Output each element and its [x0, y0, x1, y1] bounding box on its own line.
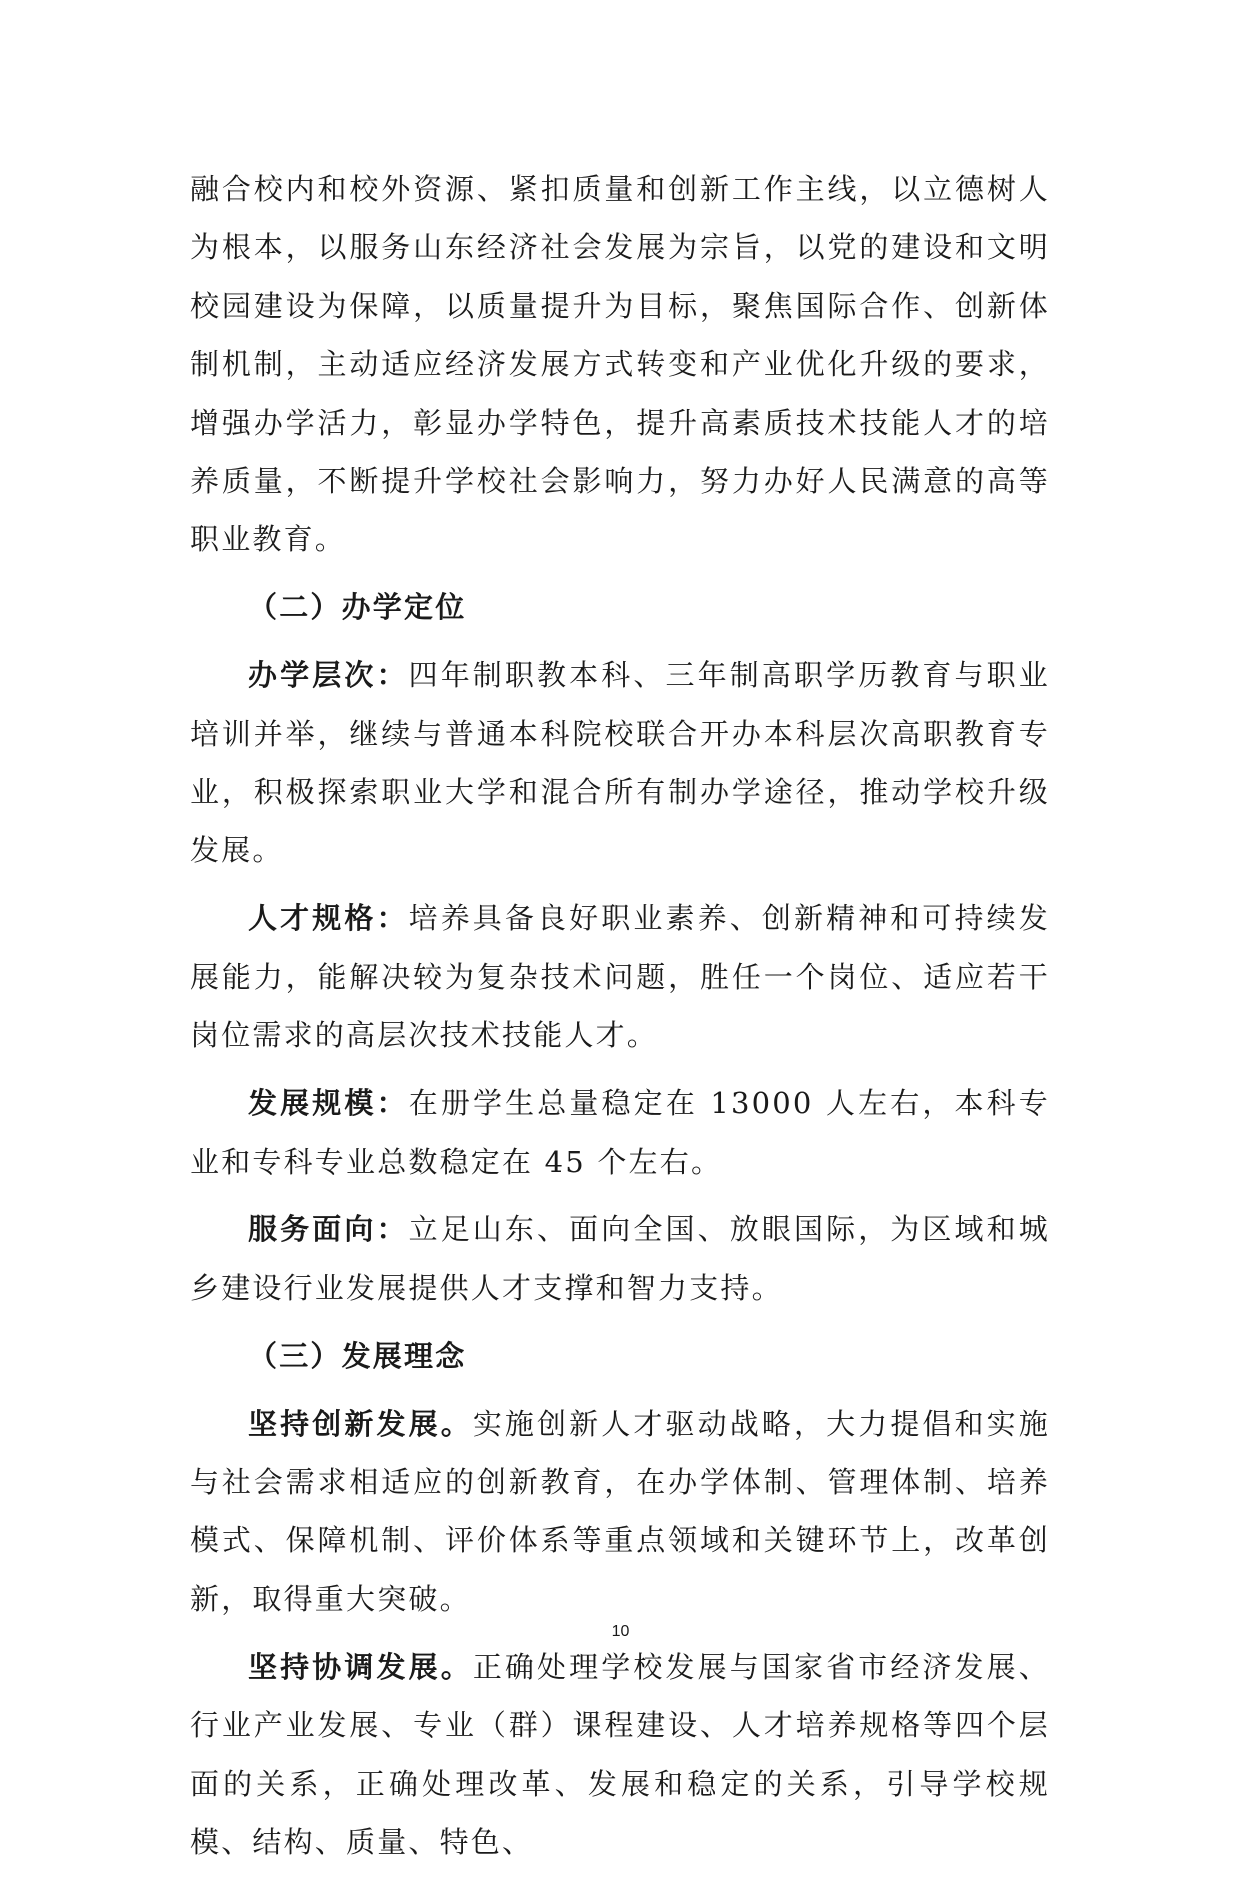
paragraph-scale: [190, 1074, 1050, 1191]
paragraph-coordination: [190, 1638, 1050, 1872]
paragraph-lead: 办学层次：: [248, 658, 409, 693]
paragraph-lead: 服务面向：: [248, 1212, 409, 1247]
paragraph-text: 实施创新人才驱动战略，大力提倡和实施与社会需求相适应的创新教育，在办学体制、管理体制、培养模式、保障机制、评价体系等重点领域和关键环节上，改革创新，取得重大突破。: [190, 1406, 1050, 1616]
paragraph-text: 正确处理学校发展与国家省市经济发展、行业产业发展、专业（群）课程建设、人才培养规格等四个层面的关系，正确处理改革、发展和稳定的关系，引导学校规模、结构、质量、特色、: [190, 1649, 1050, 1859]
paragraph-talent-spec: [190, 889, 1050, 1064]
section-heading-positioning: （二）办学定位: [248, 590, 467, 625]
paragraph-lead: 发展规模：: [248, 1086, 409, 1121]
paragraph-lead: 坚持创新发展。: [248, 1406, 473, 1441]
paragraph-lead: 坚持协调发展。: [248, 1649, 473, 1684]
paragraph-text: 立足山东、面向全国、放眼国际，为区域和城乡建设行业发展提供人才支撑和智力支持。: [190, 1212, 1050, 1305]
paragraph-lead: 人才规格：: [248, 901, 409, 936]
paragraph-mission-continued: [190, 160, 1050, 569]
paragraph-service: [190, 1200, 1050, 1317]
paragraph-text: 培养具备良好职业素养、创新精神和可持续发展能力，能解决较为复杂技术问题，胜任一个岗位、适应若干岗位需求的高层次技术技能人才。: [190, 901, 1050, 1053]
paragraph-text: 融合校内和校外资源、紧扣质量和创新工作主线，以立德树人为根本，以服务山东经济社会发展为宗旨，以党的建设和文明校园建设为保障，以质量提升为目标，聚焦国际合作、创新体制机制，主动适应经济发展方式转变和产业优化升级的要求，增强办学活力，彰显办学特色，提升高素质技术技能人才的培养质量，不断提升学校社会影响力，努力办好人民满意的高等职业教育。: [190, 172, 1050, 557]
paragraph-text: 在册学生总量稳定在 13000 人左右，本科专业和专科专业总数稳定在 45 个左右。: [190, 1086, 1050, 1179]
section-heading-philosophy: （三）发展理念: [248, 1338, 467, 1373]
paragraph-education-level: [190, 646, 1050, 880]
paragraph-text: 四年制职教本科、三年制高职学历教育与职业培训并举，继续与普通本科院校联合开办本科层次高职教育专业，积极探索职业大学和混合所有制办学途径，推动学校升级发展。: [190, 658, 1050, 868]
page-number: 10: [611, 1623, 630, 1640]
paragraph-innovation: [190, 1395, 1050, 1629]
